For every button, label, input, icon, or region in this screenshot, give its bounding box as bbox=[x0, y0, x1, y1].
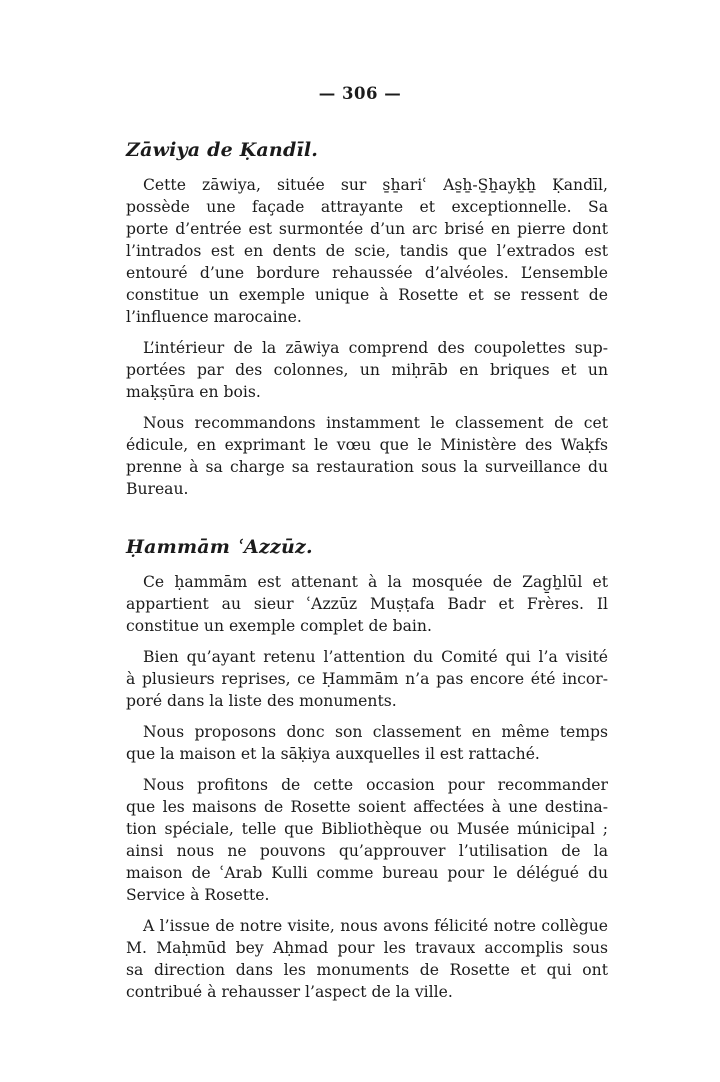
text-line: maison de ʿArab Kulli comme bureau pour le délégué du bbox=[126, 864, 608, 882]
text-line: à plusieurs reprises, ce Ḥammām n’a pas encore été incor- bbox=[126, 670, 608, 688]
text-line: ainsi nous ne pouvons qu’approuver l’utilisation de la bbox=[126, 842, 608, 860]
section-heading: Ḥammām ʿAzzūz. bbox=[126, 536, 313, 558]
text-line: Nous recommandons instamment le classement de cet bbox=[143, 414, 608, 432]
text-line: Service à Rosette. bbox=[126, 886, 270, 904]
text-line: constitue un exemple unique à Rosette et se ressent de bbox=[126, 286, 608, 304]
paragraph bbox=[126, 646, 608, 712]
text-line: Bien qu’ayant retenu l’attention du Comité qui l’a visité bbox=[143, 648, 608, 666]
text-line: Nous proposons donc son classement en même temps bbox=[143, 723, 608, 741]
text-line: Bureau. bbox=[126, 480, 189, 498]
text-line: que la maison et la sāḳiya auxquelles il est rattaché. bbox=[126, 745, 540, 763]
paragraph bbox=[126, 915, 608, 1003]
text-line: Nous profitons de cette occasion pour recommander bbox=[143, 776, 608, 794]
text-line: édicule, en exprimant le vœu que le Ministère des Waḳfs bbox=[126, 436, 608, 454]
text-line: sa direction dans les monuments de Rosette et qui ont bbox=[126, 961, 608, 979]
text-line: maḳṣūra en bois. bbox=[126, 383, 261, 401]
page-number: — 306 — bbox=[318, 84, 402, 103]
text-line: porte d’entrée est surmontée d’un arc brisé en pierre dont bbox=[126, 220, 608, 238]
text-line: portées par des colonnes, un miḥrāb en briques et un bbox=[126, 361, 608, 379]
text-line: M. Maḥmūd bey Aḥmad pour les travaux accomplis sous bbox=[126, 939, 608, 957]
text-line: contribué à rehausser l’aspect de la ville. bbox=[126, 983, 453, 1001]
text-line: prenne à sa charge sa restauration sous la surveillance du bbox=[126, 458, 608, 476]
paragraph bbox=[126, 337, 608, 403]
text-line: appartient au sieur ʿAzzūz Muṣṭafa Badr et Frères. Il bbox=[126, 595, 608, 613]
text-line: possède une façade attrayante et exceptionnelle. Sa bbox=[126, 198, 608, 216]
text-line: l’intrados est en dents de scie, tandis que l’extrados est bbox=[126, 242, 608, 260]
text-line: constitue un exemple complet de bain. bbox=[126, 617, 432, 635]
text-line: L’intérieur de la zāwiya comprend des coupolettes sup- bbox=[143, 339, 608, 357]
section-heading: Zāwiya de Ḳandīl. bbox=[126, 139, 319, 161]
paragraph bbox=[126, 571, 608, 637]
text-line: A l’issue de notre visite, nous avons félicité notre collègue bbox=[143, 917, 608, 935]
text-line: poré dans la liste des monuments. bbox=[126, 692, 397, 710]
text-line: l’influence marocaine. bbox=[126, 308, 302, 326]
paragraph bbox=[126, 412, 608, 500]
text-line: Cette zāwiya, située sur s̱ẖariʿ As̱ẖ-S̱ẖayḵẖ Ḳandīl, bbox=[143, 176, 608, 194]
paragraph bbox=[126, 721, 608, 765]
paragraph bbox=[126, 174, 608, 328]
text-line: Ce ḥammām est attenant à la mosquée de Zag̱ẖlūl et bbox=[143, 573, 608, 591]
text-line: entouré d’une bordure rehaussée d’alvéoles. L’ensemble bbox=[126, 264, 608, 282]
text-line: tion spéciale, telle que Bibliothèque ou Musée múnicipal ; bbox=[126, 820, 608, 838]
paragraph bbox=[126, 774, 608, 906]
text-line: que les maisons de Rosette soient affectées à une destina- bbox=[126, 798, 608, 816]
page-content bbox=[126, 139, 608, 1003]
